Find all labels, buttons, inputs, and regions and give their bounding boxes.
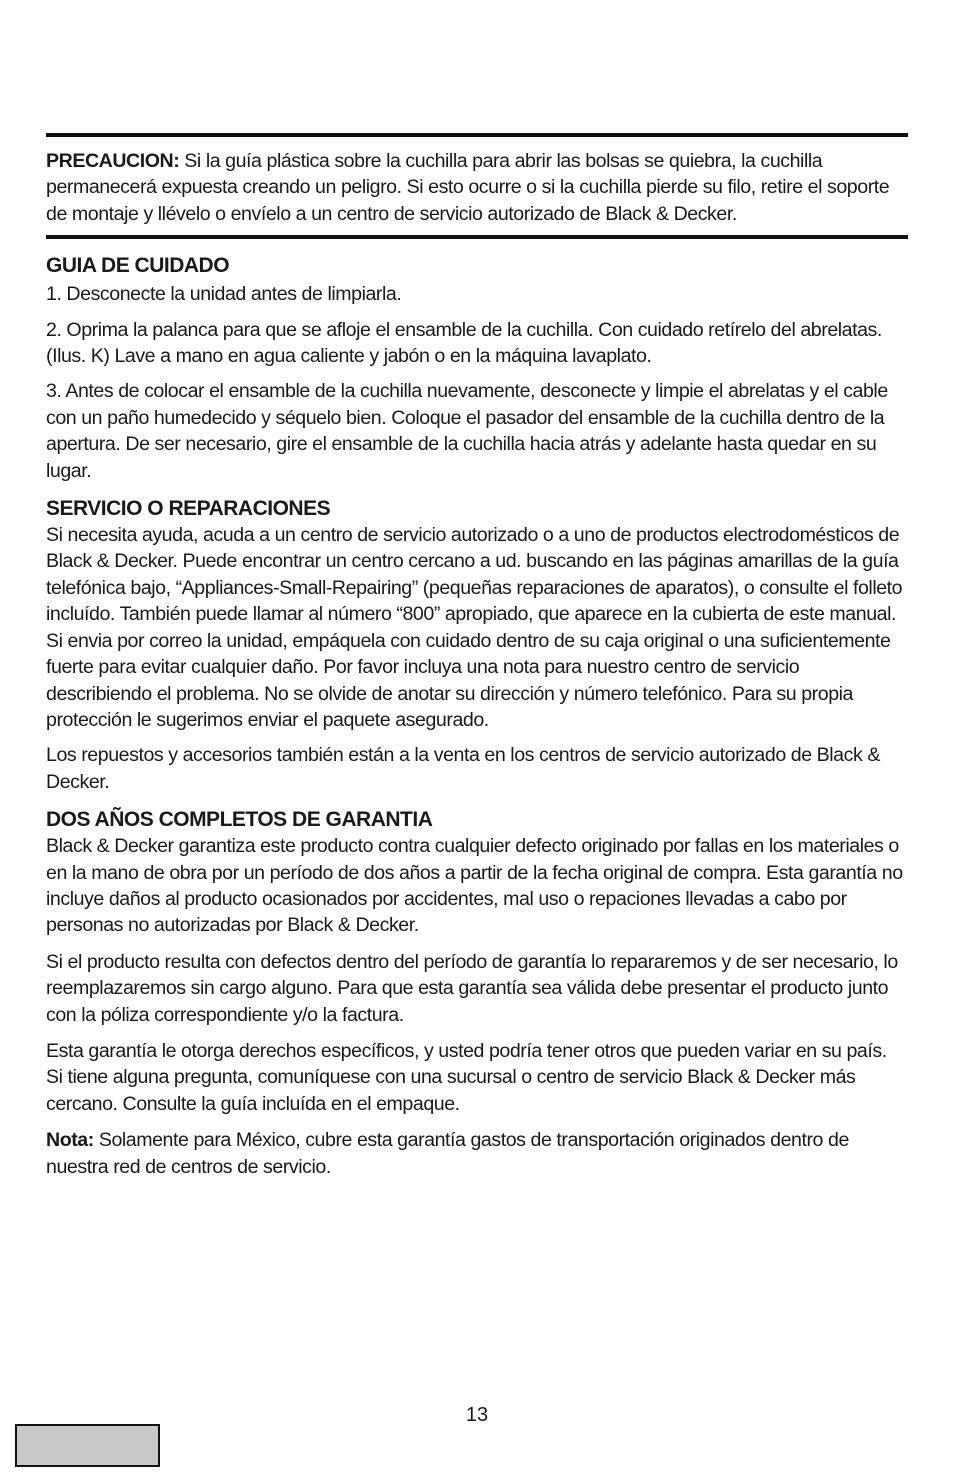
note-text: Solamente para México, cubre esta garantía gastos de transportación originados dentro de nuestra red de centros de servicio. <box>46 1129 849 1178</box>
warranty-note <box>46 1127 908 1180</box>
warranty-paragraph-3: Esta garantía le otorga derechos específicos, y usted podría tener otros que pueden variar en su país. Si tiene alguna pregunta, comuníquese con una sucursal o centro de servicio Black & Decker más cercano. Consulte la guía incluída en el empaque. <box>46 1039 887 1115</box>
caution-label: PRECAUCION: <box>46 150 180 172</box>
page-content <box>46 133 908 1180</box>
warranty-section <box>46 807 908 1180</box>
care-step-1: 1. Desconecte la unidad antes de limpiarla. <box>46 283 402 306</box>
care-step-3: 3. Antes de colocar el ensamble de la cuchilla nuevamente, desconecte y limpie el abrelatas y el cable con un paño humedecido y séquelo bien. Coloque el pasador del ensamble de la cuchilla dentro de la apertura. De ser necesario, gire el ensamble de la cuchilla hacia atrás y adelante hasta quedar en su lugar. <box>46 380 888 482</box>
warranty-paragraph-2: Si el producto resulta con defectos dentro del período de garantía lo repararemos y de ser necesario, lo reemplazaremos sin cargo alguno. Para que esta garantía sea válida debe presentar el producto junto con la póliza correspondiente y/o la factura. <box>46 950 898 1026</box>
service-section <box>46 496 908 795</box>
care-section <box>46 253 908 484</box>
service-paragraph-2: Los repuestos y accesorios también están a la venta en los centros de servicio autorizado de Black & Decker. <box>46 744 880 793</box>
page-number: 13 <box>465 1404 489 1426</box>
bottom-divider <box>46 235 908 239</box>
care-step-2: 2. Oprima la palanca para que se afloje el ensamble de la cuchilla. Con cuidado retírelo del abrelatas. (Ilus. K) Lave a mano en agua caliente y jabón o en la máquina lavaplato. <box>46 318 882 368</box>
warranty-heading: DOS AÑOS COMPLETOS DE GARANTIA <box>46 808 433 832</box>
service-heading: SERVICIO O REPARACIONES <box>46 497 331 521</box>
caution-text: Si la guía plástica sobre la cuchilla para abrir las bolsas se quiebra, la cuchilla permanecerá expuesta creando un peligro. Si esto ocurre o si la cuchilla pierde su filo, retire el soporte de montaje y llévelo o envíelo a un centro de servicio autorizado de Black & Decker. <box>46 150 890 225</box>
page-tab-marker <box>15 1424 160 1467</box>
warranty-paragraph-1: Black & Decker garantiza este producto contra cualquier defecto originado por fallas en los materiales o en la mano de obra por un período de dos años a partir de la fecha original de compra. Esta garantía no incluye daños al producto ocasionados por accidentes, mal uso o repaciones llevadas a cabo por personas no autorizadas por Black & Decker. <box>46 835 903 937</box>
care-heading: GUIA DE CUIDADO <box>46 254 230 278</box>
note-label: Nota: <box>46 1129 94 1152</box>
caution-notice <box>46 137 908 235</box>
service-paragraph-1: Si necesita ayuda, acuda a un centro de servicio autorizado o a uno de productos electrodomésticos de Black & Decker. Puede encontrar un centro cercano a ud. buscando en las páginas amarillas de la guía telefónica bajo, “Appliances-Small-Repairing” (pequeñas reparaciones de aparatos), o consulte el folleto incluído. También puede llamar al número “800” apropiado, que aparece en la cubierta de este manual. Si envia por correo la unidad, empáquela con cuidado dentro de su caja original o una suficientemente fuerte para evitar cualquier daño. Por favor incluya una nota para nuestro centro de servicio describiendo el problema. No se olvide de anotar su dirección y número telefónico. Para su propia protección le sugerimos enviar el paquete asegurado. <box>46 524 903 731</box>
